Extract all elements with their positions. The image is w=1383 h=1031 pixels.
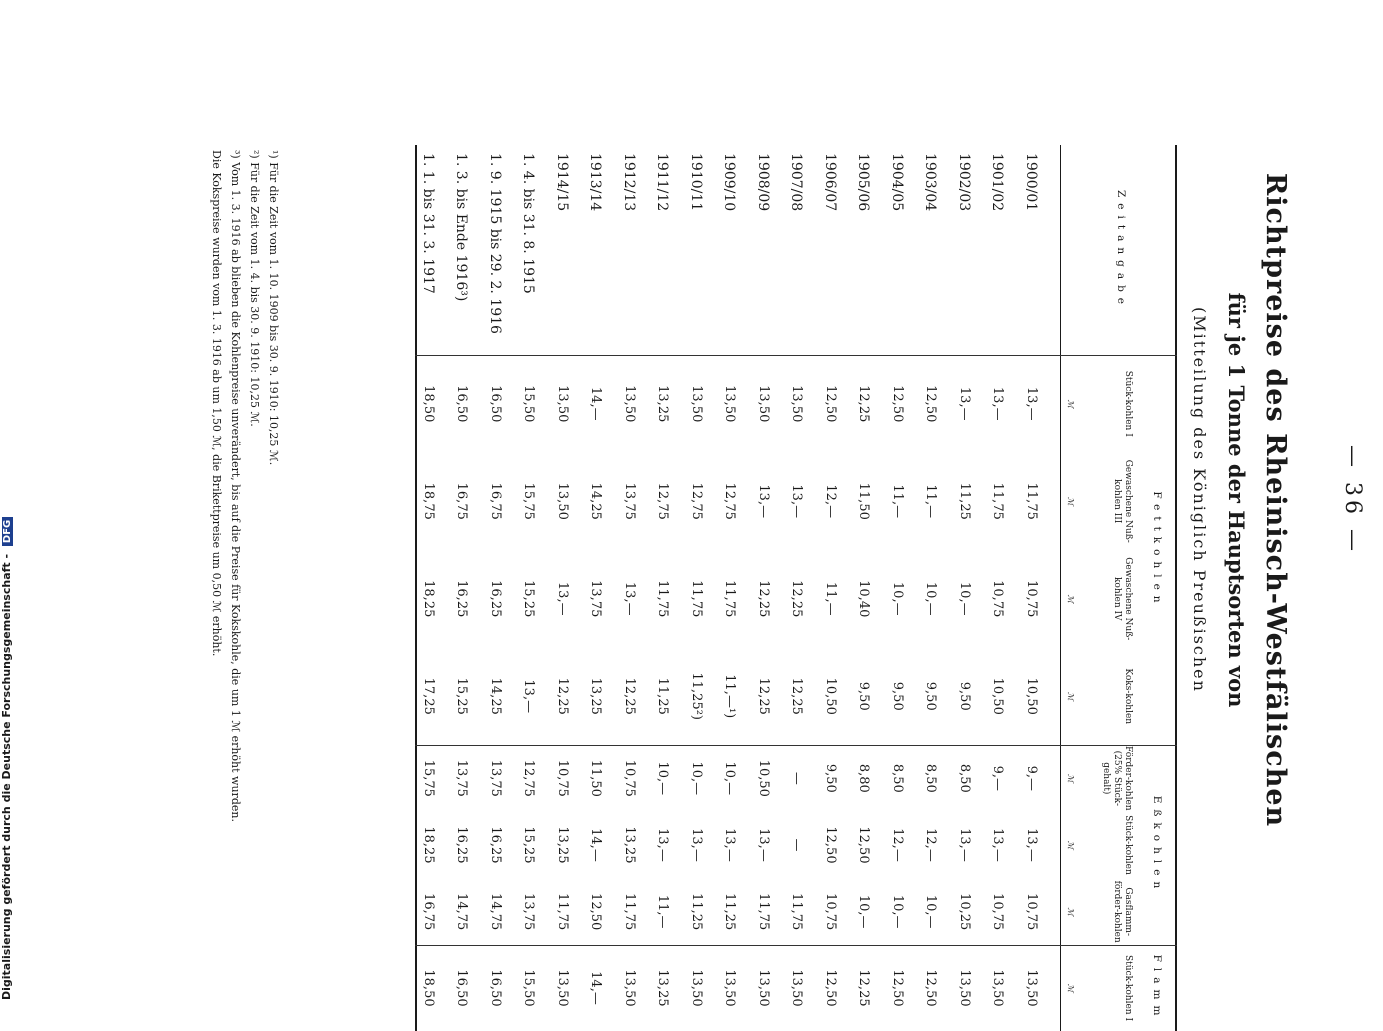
price-cell: 13,50 (689, 969, 704, 1007)
price-cell: 12,— (890, 828, 905, 862)
row-year: 1. 4. bis 31. 8. 1915 (520, 153, 537, 294)
table-row (509, 145, 543, 1031)
price-cell: 13,— (789, 484, 805, 519)
price-cell: 12,25 (856, 385, 872, 423)
price-cell: 16,25 (488, 826, 503, 864)
dfg-logo: DFG (2, 517, 13, 546)
row-year: 1904/05 (889, 153, 905, 212)
price-cell: 13,50 (555, 385, 570, 423)
price-cell: 9,50 (823, 763, 838, 793)
column-header: Koks-kohlen (1123, 668, 1133, 725)
price-cell: 12,50 (890, 385, 905, 423)
table-row (945, 145, 979, 1031)
source-note: (Mitteilung des Königlich Preußischen (1190, 307, 1209, 693)
table-row (1012, 145, 1046, 1031)
price-cell: 16,50 (488, 969, 503, 1007)
footnote: ³) Vom 1. 3. 1916 ab blieben die Kohlenpreise unverändert, bis auf die Preise für Kokskohle, die um 1 ℳ erhöht wurden. (229, 150, 242, 822)
price-cell: 10,— (890, 581, 905, 616)
price-cell: 10,40 (856, 580, 872, 618)
price-cell: 12,25 (555, 677, 570, 715)
price-cell: 13,25 (622, 826, 637, 864)
price-cell: 10,— (655, 761, 671, 796)
header-fettkohlen: Fettkohlen (1151, 491, 1163, 609)
table-row (576, 145, 610, 1031)
table-row (442, 145, 476, 1031)
header-esskohlen: Eßkohlen (1151, 795, 1163, 895)
price-cell: 10,25 (957, 893, 972, 931)
page-number: — 36 — (1340, 445, 1365, 555)
unit-label: ℳ (1066, 774, 1075, 783)
price-cell: 13,50 (957, 969, 972, 1007)
price-cell: 11,50 (588, 759, 604, 797)
price-cell: 18,50 (421, 385, 436, 423)
price-cell: 10,— (957, 581, 972, 616)
price-cell: 11,25 (957, 482, 972, 520)
price-cell: 16,25 (454, 826, 470, 864)
price-cell: 8,50 (890, 763, 905, 793)
price-cell: 8,50 (923, 763, 939, 793)
column-header: Gasflamm-förder-kohlen (1112, 880, 1133, 943)
price-cell: 9,50 (890, 681, 905, 711)
unit-label: ℳ (1066, 983, 1075, 993)
price-cell: 12,75 (722, 482, 738, 520)
price-cell: 15,75 (421, 759, 436, 797)
table-row (643, 145, 677, 1031)
price-cell: 13,50 (722, 385, 738, 423)
header-flamm: Flamm (1151, 954, 1163, 1022)
price-cell: 11,75 (756, 893, 771, 931)
price-cell: 13,— (655, 828, 671, 862)
column-header: Förder-kohlen (25% Stück-gehalt) (1101, 746, 1133, 811)
price-cell: 11,— (890, 484, 905, 519)
table-row (878, 145, 912, 1031)
price-cell: 11,50 (856, 482, 872, 520)
price-cell: 16,75 (488, 482, 503, 520)
price-cell: 13,— (1024, 828, 1039, 862)
price-cell: 13,50 (789, 969, 805, 1007)
unit-label: ℳ (1066, 496, 1075, 506)
price-cell: 11,75 (689, 580, 704, 618)
row-year: 1. 1. bis 31. 3. 1917 (420, 153, 436, 294)
price-cell: 12,— (923, 828, 939, 862)
table-row (476, 145, 510, 1031)
price-cell: 13,— (756, 484, 771, 519)
price-cell: 13,— (1024, 386, 1039, 421)
price-cell: 13,50 (1024, 969, 1039, 1007)
price-cell: 11,75 (990, 482, 1006, 520)
price-cell: 13,— (990, 828, 1006, 862)
table-row (409, 145, 443, 1031)
price-cell: 13,75 (454, 759, 470, 797)
price-cell: 10,— (689, 761, 704, 796)
table-row (677, 145, 711, 1031)
price-cell: 13,50 (622, 385, 637, 423)
price-cell: — (789, 771, 805, 785)
price-cell: 12,25 (856, 969, 872, 1007)
row-year: 1901/02 (989, 153, 1006, 212)
footnote: ²) Für die Zeit vom 1. 4. bis 30. 9. 1910: 10,25 ℳ. (248, 150, 261, 427)
price-cell: 14,75 (454, 893, 470, 931)
price-cell: 12,75 (655, 482, 671, 520)
row-year: 1907/08 (788, 153, 805, 212)
price-cell: 11,25 (722, 893, 738, 931)
unit-label: ℳ (1066, 691, 1075, 701)
price-cell: 12,25 (756, 580, 771, 618)
page-subtitle: für je 1 Tonne der Hauptsorten von (1224, 292, 1249, 708)
price-cell: 18,25 (421, 826, 436, 864)
price-cell: 13,— (622, 581, 637, 616)
column-header: Stück-kohlen (1123, 815, 1133, 875)
price-cell: 13,75 (588, 580, 604, 618)
price-cell: 13,— (722, 828, 738, 862)
price-cell: 13,50 (555, 969, 570, 1007)
row-year: 1902/03 (956, 153, 972, 212)
price-cell: 11,— (923, 484, 939, 519)
price-cell: 13,50 (756, 385, 771, 423)
price-cell: 12,25 (622, 677, 637, 715)
price-cell: 12,50 (588, 893, 604, 931)
price-cell: 13,— (689, 828, 704, 862)
price-cell: 12,50 (923, 969, 939, 1007)
price-cell: 12,50 (823, 385, 838, 423)
price-cell: 11,75 (1024, 482, 1039, 520)
column-header: Gewaschene Nuß-kohlen IV (1112, 557, 1133, 641)
price-cell: 13,25 (655, 385, 671, 423)
row-year: 1905/06 (855, 153, 872, 212)
price-cell: 11,75 (622, 893, 637, 931)
table-row (911, 145, 945, 1031)
price-cell: 12,75 (521, 759, 537, 797)
price-cell: 13,50 (789, 385, 805, 423)
price-cell: 15,25 (454, 677, 470, 715)
price-cell: 10,— (890, 894, 905, 929)
price-cell: 11,—¹) (722, 674, 738, 719)
row-year: 1910/11 (688, 153, 704, 212)
price-cell: 10,75 (1024, 893, 1039, 931)
price-cell: 12,25 (756, 677, 771, 715)
price-cell: 13,50 (756, 969, 771, 1007)
row-year: 1909/10 (721, 153, 738, 212)
row-year: 1. 3. bis Ende 1916³) (453, 153, 470, 302)
price-cell: 13,50 (722, 969, 738, 1007)
price-cell: 10,75 (555, 759, 570, 797)
row-year: 1903/04 (922, 153, 939, 212)
price-cell: 9,— (990, 765, 1006, 792)
price-cell: 11,25²) (689, 672, 704, 720)
price-cell: 9,50 (856, 681, 872, 711)
column-header: Gewaschene Nuß-kohlen III (1112, 459, 1133, 543)
price-cell: 14,25 (588, 482, 604, 520)
price-cell: 13,50 (622, 969, 637, 1007)
price-cell: 13,25 (655, 969, 671, 1007)
row-year: 1900/01 (1023, 153, 1039, 212)
price-cell: 15,25 (521, 580, 537, 618)
price-cell: 11,75 (789, 893, 805, 931)
price-cell: 14,— (588, 386, 604, 421)
price-cell: 10,75 (1024, 580, 1039, 618)
price-cell: 12,75 (689, 482, 704, 520)
price-cell: 10,— (722, 761, 738, 796)
price-cell: 12,— (823, 484, 838, 519)
price-cell: — (789, 838, 805, 852)
row-year: 1. 9. 1915 bis 29. 2. 1916 (487, 153, 503, 334)
row-year: 1913/14 (587, 153, 604, 212)
price-cell: 12,50 (890, 969, 905, 1007)
price-cell: 10,— (923, 581, 939, 616)
price-cell: 11,75 (655, 580, 671, 618)
price-cell: 10,— (923, 894, 939, 929)
price-cell: 13,25 (555, 826, 570, 864)
unit-label: ℳ (1066, 840, 1075, 850)
footnote: Die Kokspreise wurden vom 1. 3. 1916 ab um 1,50 ℳ, die Brikettpreise um 0,50 ℳ erhöht. (210, 150, 223, 657)
table-row (978, 145, 1012, 1031)
price-cell: 9,50 (957, 681, 972, 711)
price-cell: 14,75 (488, 893, 503, 931)
price-cell: 13,— (521, 679, 537, 714)
price-cell: 11,25 (655, 677, 671, 715)
price-cell: 13,50 (990, 969, 1006, 1007)
price-cell: 12,50 (823, 826, 838, 864)
row-year: 1908/09 (755, 153, 771, 212)
row-year: 1914/15 (554, 153, 570, 212)
price-cell: 12,50 (823, 969, 838, 1007)
price-cell: 16,50 (488, 385, 503, 423)
price-cell: 10,75 (990, 580, 1006, 618)
table-row (777, 145, 811, 1031)
price-cell: 13,50 (555, 482, 570, 520)
price-cell: 16,75 (421, 893, 436, 931)
price-cell: 15,25 (521, 826, 537, 864)
price-cell: 11,75 (555, 893, 570, 931)
price-cell: 11,25 (689, 893, 704, 931)
table-row (610, 145, 644, 1031)
price-cell: 13,— (957, 386, 972, 421)
price-cell: 10,50 (990, 677, 1006, 715)
dfg-credit (0, 0, 18, 1000)
price-cell: 13,— (756, 828, 771, 862)
price-cell: 15,75 (521, 482, 537, 520)
price-cell: 15,50 (521, 385, 537, 423)
price-cell: 16,75 (454, 482, 470, 520)
price-cell: 13,— (555, 581, 570, 616)
footnote: ¹) Für die Zeit vom 1. 10. 1909 bis 30. 9. 1910: 10,25 ℳ. (267, 150, 280, 466)
price-cell: 10,50 (1024, 677, 1039, 715)
price-cell: 18,50 (421, 969, 436, 1007)
price-cell: 10,75 (823, 893, 838, 931)
price-cell: 15,50 (521, 969, 537, 1007)
header-bottom-rule (1060, 145, 1061, 1031)
price-cell: 12,50 (923, 385, 939, 423)
price-cell: 11,— (655, 894, 671, 929)
table-row (844, 145, 878, 1031)
price-cell: 16,25 (488, 580, 503, 618)
table-row (710, 145, 744, 1031)
price-cell: 13,75 (622, 482, 637, 520)
price-table (415, 145, 1177, 1031)
price-cell: 11,— (823, 581, 838, 616)
unit-label: ℳ (1066, 399, 1075, 409)
price-cell: 8,50 (957, 763, 972, 793)
table-row (543, 145, 577, 1031)
unit-label: ℳ (1066, 907, 1075, 916)
price-cell: 9,50 (923, 681, 939, 711)
credit-text: Digitalisierung gefördert durch die Deutsche Forschungsgemeinschaft - (0, 553, 13, 1000)
price-cell: 14,— (588, 971, 604, 1005)
price-cell: 17,25 (421, 677, 436, 715)
price-cell: 14,25 (488, 677, 503, 715)
price-cell: 13,25 (588, 677, 604, 715)
unit-label: ℳ (1066, 594, 1075, 604)
price-cell: 13,75 (521, 893, 537, 931)
price-cell: 12,25 (789, 677, 805, 715)
price-cell: 10,75 (622, 759, 637, 797)
price-cell: 9,— (1024, 765, 1039, 792)
price-cell: 14,— (588, 828, 604, 862)
price-cell: 13,50 (689, 385, 704, 423)
price-cell: 16,50 (454, 969, 470, 1007)
price-cell: 10,— (856, 894, 872, 929)
row-year: 1906/07 (822, 153, 838, 212)
price-cell: 10,75 (990, 893, 1006, 931)
price-cell: 18,75 (421, 482, 436, 520)
price-cell: 10,50 (756, 759, 771, 797)
price-cell: 8,80 (856, 763, 872, 793)
column-header: Stück-kohlen I (1123, 370, 1133, 437)
table-row (744, 145, 778, 1031)
price-cell: 16,25 (454, 580, 470, 618)
price-cell: 13,75 (488, 759, 503, 797)
price-cell: 18,25 (421, 580, 436, 618)
table-row (811, 145, 845, 1031)
price-cell: 11,75 (722, 580, 738, 618)
page-title: Richtpreise des Rheinisch-Westfälischen (1260, 172, 1291, 828)
row-year: 1911/12 (654, 153, 671, 212)
price-cell: 12,25 (789, 580, 805, 618)
price-cell: 13,— (957, 828, 972, 862)
row-year: 1912/13 (621, 153, 637, 212)
price-cell: 12,50 (856, 826, 872, 864)
footnotes (207, 150, 283, 990)
price-cell: 10,50 (823, 677, 838, 715)
header-zeitangabe: Zeitangabe (1115, 189, 1127, 311)
column-header: Stück-kohlen I (1123, 954, 1133, 1022)
price-cell: 13,— (990, 386, 1006, 421)
table-top-rule (1175, 145, 1177, 1031)
price-cell: 16,50 (454, 385, 470, 423)
